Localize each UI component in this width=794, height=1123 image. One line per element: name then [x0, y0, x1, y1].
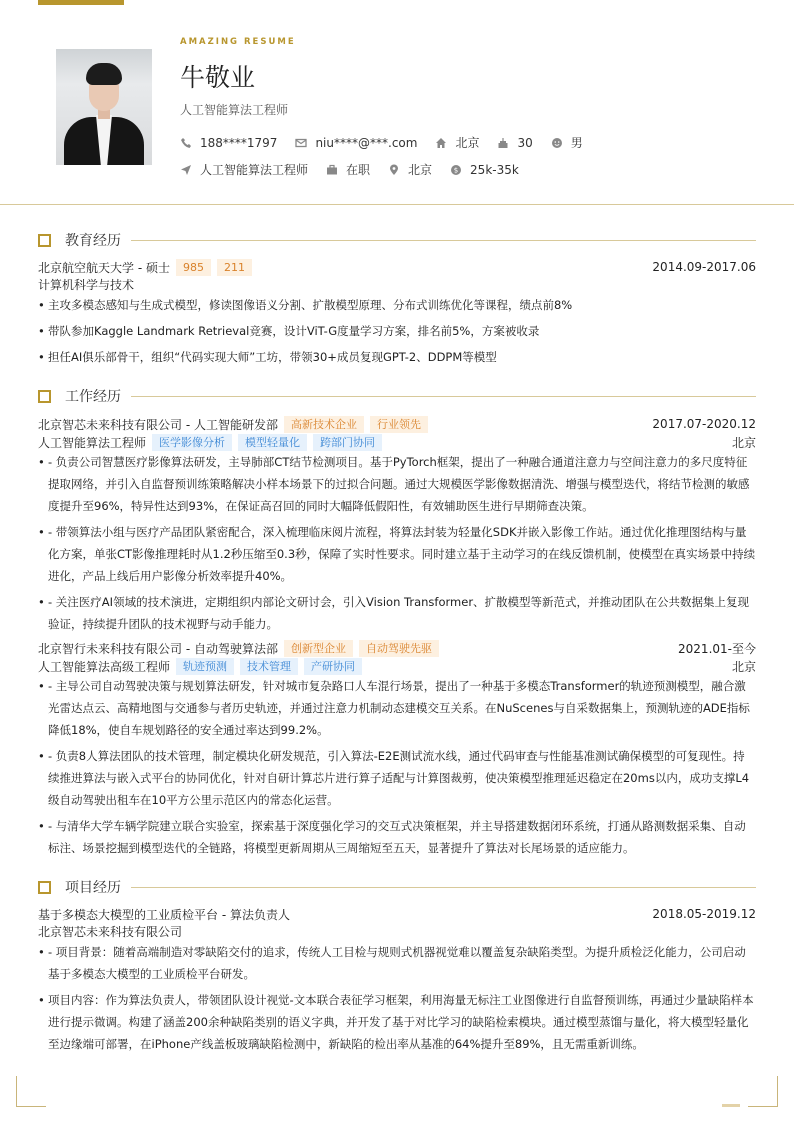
- corner-frame-left: [16, 1076, 17, 1106]
- work-role-row: [38, 657, 756, 675]
- project-name: 基于多模态大模型的工业质检平台 - 算法负责人: [38, 907, 290, 922]
- gender-text: 男: [570, 136, 583, 150]
- phone-text: 188****1797: [200, 135, 278, 150]
- section-marker: [38, 390, 51, 403]
- role-tag: 医学影像分析: [152, 434, 232, 451]
- school-tag: 211: [217, 259, 252, 276]
- work-entry: [38, 415, 756, 635]
- target-role-text: 人工智能算法工程师: [200, 163, 309, 177]
- work-bullets: [38, 451, 756, 635]
- city-text: 北京: [455, 136, 480, 150]
- gender-info: [551, 134, 583, 151]
- age-info: [497, 136, 532, 150]
- list-item: • - 与清华大学车辆学院建立联合实验室，探索基于深度强化学习的交互式决策框架，并主导搭建数据闭环系统，打通从路测数据采集、自动标注、场景挖掘到模型迭代的全链路，将模型更新周期从三周缩短至五天，显著提升了算法对长尾场景的适应能力。: [38, 815, 756, 859]
- company-tag: 创新型企业: [284, 640, 353, 657]
- role-tag: 跨部门协同: [313, 434, 382, 451]
- cake-icon: [497, 137, 509, 149]
- send-icon: [180, 164, 192, 176]
- profile-photo: [56, 49, 152, 165]
- salary-info: [450, 163, 519, 177]
- company-tag: 行业领先: [370, 416, 428, 433]
- target-city-info: [388, 161, 432, 178]
- company-tag: 高新技术企业: [284, 416, 364, 433]
- svg-text:$: $: [453, 166, 459, 175]
- role-tag: 产研协同: [304, 658, 362, 675]
- section-line: [131, 887, 756, 888]
- project-entry-header: [38, 905, 756, 923]
- briefcase-icon: [326, 164, 338, 176]
- education-section: [38, 230, 756, 372]
- job-intent-row: [180, 161, 537, 178]
- company-name: 北京智芯未来科技有限公司 - 人工智能研发部: [38, 417, 278, 432]
- project-company: 北京智芯未来科技有限公司: [38, 925, 183, 939]
- work-date: 2021.01-至今: [678, 641, 756, 656]
- role-tag: 轨迹预测: [176, 658, 234, 675]
- role-name: 人工智能算法工程师: [38, 435, 147, 450]
- location-icon: [388, 164, 400, 176]
- work-entry-header: [38, 639, 756, 657]
- work-role-row: [38, 433, 756, 451]
- city-info: [435, 134, 479, 151]
- company-name: 北京智行未来科技有限公司 - 自动驾驶算法部: [38, 641, 278, 656]
- resume-tagline: AMAZING RESUME: [180, 37, 296, 47]
- school-tag: 985: [176, 259, 211, 276]
- major: 计算机科学与技术: [38, 278, 135, 292]
- candidate-title: 人工智能算法工程师: [180, 103, 289, 117]
- work-entry: [38, 639, 756, 859]
- role-tag: 技术管理: [240, 658, 298, 675]
- section-marker: [38, 881, 51, 894]
- work-section: [38, 386, 756, 863]
- contact-row: [180, 134, 601, 151]
- work-date: 2017.07-2020.12: [652, 417, 756, 431]
- education-date: 2014.09-2017.06: [652, 260, 756, 274]
- section-line: [131, 240, 756, 241]
- education-bullets: [38, 294, 756, 368]
- list-item: • - 带领算法小组与医疗产品团队紧密配合，深入梳理临床阅片流程，将算法封装为轻量化SDK并嵌入影像工作站。通过优化推理图结构与量化方案，单张CT影像推理耗时从1.2秒压缩至0.3秒，保障了实时性要求。同时建立基于主动学习的在线反馈机制，使模型在真实场景中持续进化，产品上线后用户影像分析效率提升40%。: [38, 521, 756, 587]
- school-name: 北京航空航天大学 - 硕士: [38, 260, 170, 275]
- list-item: • 担任AI俱乐部骨干，组织“代码实现大师”工坊，带领30+成员复现GPT-2、DDPM等模型: [38, 346, 756, 368]
- target-role-info: [180, 161, 308, 178]
- work-bullets: [38, 675, 756, 859]
- section-title: 项目经历: [65, 880, 121, 896]
- top-accent-bar: [38, 0, 124, 5]
- home-icon: [435, 137, 447, 149]
- role-name: 人工智能算法高级工程师: [38, 659, 171, 674]
- status-info: [326, 161, 370, 178]
- corner-frame-right-bottom: [748, 1106, 778, 1107]
- section-line: [131, 396, 756, 397]
- phone-info: [180, 136, 277, 150]
- list-item: • - 负责公司智慧医疗影像算法研发，主导肺部CT结节检测项目。基于PyTorch框架，提出了一种融合通道注意力与空间注意力的多尺度特征提取网络，并引入自监督预训练策略解决小样本场景下的过拟合问题。通过大规模医学影像数据清洗、增强与模型迭代，将结节检测的敏感度提升至96%，特异性达到93%，在保证高召回的同时大幅降低假阳性，有效辅助医生进行早期筛查决策。: [38, 451, 756, 517]
- mail-icon: [295, 137, 307, 149]
- list-item: • 项目内容：作为算法负责人，带领团队设计视觉-文本联合表征学习框架，利用海量无标注工业图像进行自监督预训练，再通过少量缺陷样本进行提示微调。构建了涵盖200余种缺陷类别的语义字典，并开发了基于对比学习的缺陷检索模块。通过模型蒸馏与量化，将大模型轻量化至边缘端可部署，在iPhone产线盖板玻璃缺陷检测中，新缺陷的检出率从基准的64%提升至89%，且无需重新训练。: [38, 989, 756, 1055]
- money-icon: [450, 164, 462, 176]
- age-text: 30: [517, 135, 533, 150]
- status-text: 在职: [346, 163, 371, 177]
- corner-frame-right: [777, 1076, 778, 1106]
- corner-frame-left-bottom: [16, 1106, 46, 1107]
- list-item: • - 项目背景：随着高端制造对零缺陷交付的追求，传统人工目检与规则式机器视觉难以覆盖复杂缺陷类型。为提升质检泛化能力，公司启动基于多模态大模型的工业质检平台研发。: [38, 941, 756, 985]
- salary-text: 25k-35k: [470, 162, 519, 177]
- list-item: • - 关注医疗AI领域的技术演进，定期组织内部论文研讨会，引入Vision Transformer、扩散模型等新范式，并推动团队在公共数据集上复现验证，持续提升团队的技术视野与动手能力。: [38, 591, 756, 635]
- section-title: 教育经历: [65, 233, 121, 249]
- list-item: • 主攻多模态感知与生成式模型，修读图像语义分割、扩散模型原理、分布式训练优化等课程，绩点前8%: [38, 294, 756, 316]
- list-item: • - 主导公司自动驾驶决策与规划算法研发，针对城市复杂路口人车混行场景，提出了一种基于多模态Transformer的轨迹预测模型，融合激光雷达点云、高精地图与交通参与者历史轨迹，并通过注意力机制动态建模交互关系。在NuScenes与自采数据集上，预测轨迹的ADE指标降低18%，使自车规划路径的安全通过率达到99.2%。: [38, 675, 756, 741]
- work-location: 北京: [731, 435, 756, 450]
- page-marker: [722, 1104, 740, 1107]
- gender-icon: [551, 137, 563, 149]
- company-tag: 自动驾驶先驱: [359, 640, 439, 657]
- list-item: • 带队参加Kaggle Landmark Retrieval竞赛，设计ViT-G度量学习方案，排名前5%，方案被收录: [38, 320, 756, 342]
- section-title: 工作经历: [65, 389, 121, 405]
- section-marker: [38, 234, 51, 247]
- list-item: • - 负责8人算法团队的技术管理，制定模块化研发规范，引入算法-E2E测试流水线，通过代码审查与性能基准测试确保模型的可复现性。持续推进算法与嵌入式平台的协同优化，针对自研计算芯片进行算子适配与计算图裁剪，使决策模型推理延迟稳定在20ms以内，成功支撑L4级自动驾驶出租车在10平方公里示范区内的常态化运营。: [38, 745, 756, 811]
- work-entry-header: [38, 415, 756, 433]
- email-info: [295, 136, 417, 150]
- role-tag: 模型轻量化: [238, 434, 307, 451]
- project-date: 2018.05-2019.12: [652, 907, 756, 921]
- header-divider: [0, 204, 794, 205]
- email-text: niu****@***.com: [315, 135, 418, 150]
- work-location: 北京: [731, 659, 756, 674]
- project-bullets: [38, 941, 756, 1055]
- project-section: [38, 877, 756, 1059]
- education-entry-header: [38, 258, 756, 276]
- candidate-name: 牛敬业: [180, 63, 256, 92]
- phone-icon: [180, 137, 192, 149]
- target-city-text: 北京: [408, 163, 433, 177]
